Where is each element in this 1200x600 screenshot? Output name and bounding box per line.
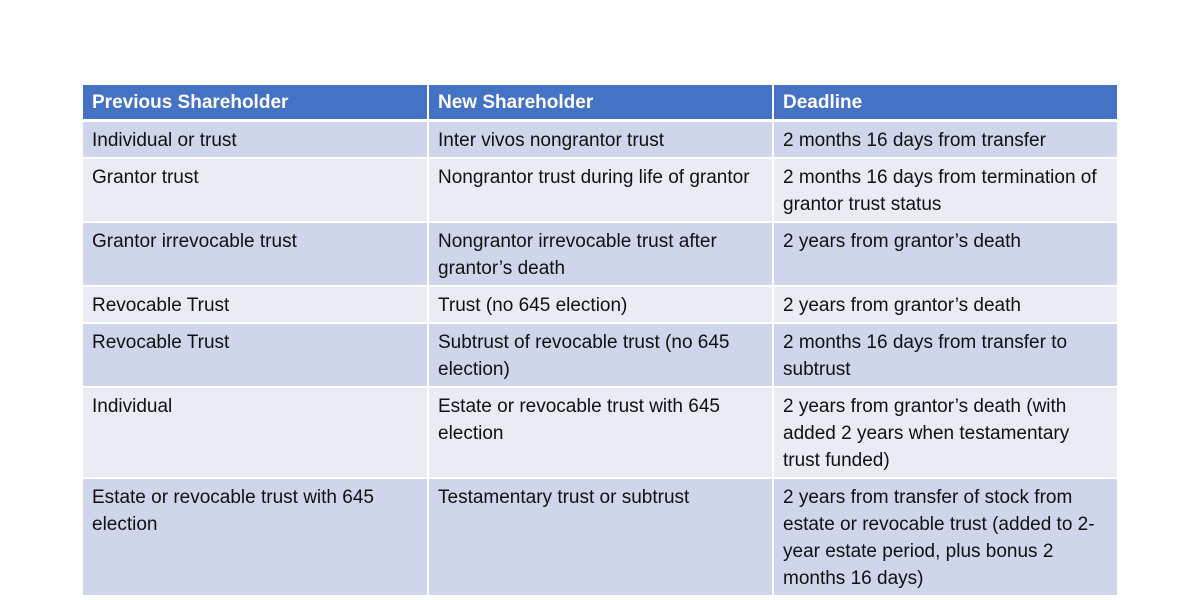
new-shareholder-cell: Inter vivos nongrantor trust [428, 120, 773, 158]
header-previous-shareholder: Previous Shareholder [83, 85, 428, 120]
table-header-row [83, 85, 1117, 120]
previous-shareholder-cell: Estate or revocable trust with 645 election [83, 478, 428, 596]
previous-shareholder-cell: Grantor trust [83, 158, 428, 222]
deadline-cell: 2 months 16 days from transfer to subtrust [773, 323, 1117, 387]
shareholder-deadline-table [83, 85, 1117, 597]
previous-shareholder-cell: Revocable Trust [83, 286, 428, 323]
previous-shareholder-cell: Revocable Trust [83, 323, 428, 387]
table-row [83, 478, 1117, 596]
table-row [83, 286, 1117, 323]
table-row [83, 323, 1117, 387]
header-new-shareholder: New Shareholder [428, 85, 773, 120]
previous-shareholder-cell: Grantor irrevocable trust [83, 222, 428, 286]
new-shareholder-cell: Nongrantor trust during life of grantor [428, 158, 773, 222]
table-row [83, 120, 1117, 158]
deadline-cell: 2 years from grantor’s death [773, 286, 1117, 323]
new-shareholder-cell: Trust (no 645 election) [428, 286, 773, 323]
deadline-cell: 2 years from grantor’s death (with added 2 years when testamentary trust funded) [773, 387, 1117, 478]
previous-shareholder-cell: Individual or trust [83, 120, 428, 158]
table-row [83, 158, 1117, 222]
new-shareholder-cell: Nongrantor irrevocable trust after grantor’s death [428, 222, 773, 286]
deadline-cell: 2 months 16 days from transfer [773, 120, 1117, 158]
deadline-cell: 2 years from transfer of stock from estate or revocable trust (added to 2-year estate period, plus bonus 2 months 16 days) [773, 478, 1117, 596]
table-row [83, 387, 1117, 478]
new-shareholder-cell: Testamentary trust or subtrust [428, 478, 773, 596]
deadline-cell: 2 years from grantor’s death [773, 222, 1117, 286]
deadline-cell: 2 months 16 days from termination of grantor trust status [773, 158, 1117, 222]
previous-shareholder-cell: Individual [83, 387, 428, 478]
new-shareholder-cell: Subtrust of revocable trust (no 645 election) [428, 323, 773, 387]
table-row [83, 222, 1117, 286]
new-shareholder-cell: Estate or revocable trust with 645 election [428, 387, 773, 478]
header-deadline: Deadline [773, 85, 1117, 120]
